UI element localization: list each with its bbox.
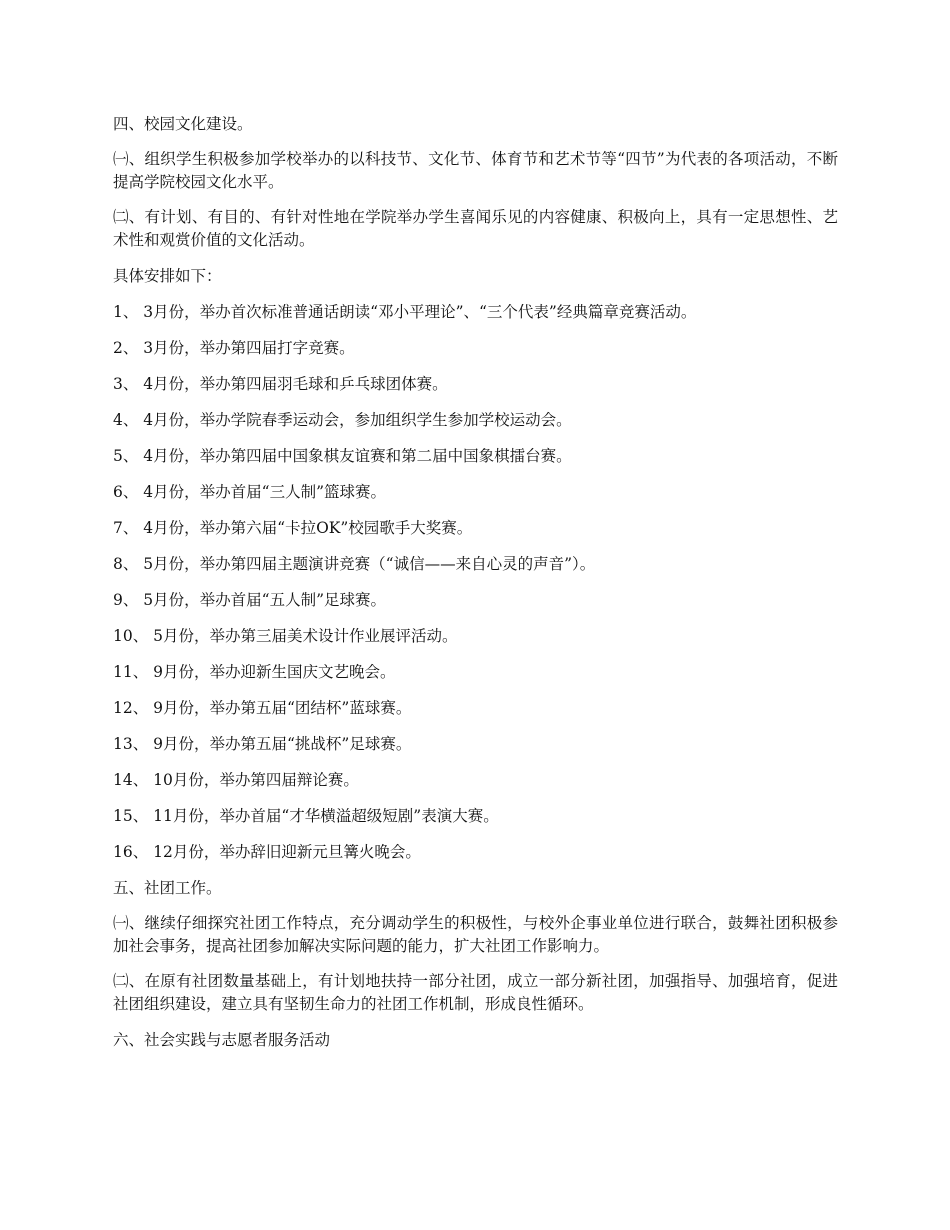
schedule-item: 6、 4月份，举办首届“三人制”篮球赛。	[113, 483, 386, 501]
paragraph-club-item-2: ㈡、在原有社团数量基础上，有计划地扶持一部分社团，成立一部分新社团，加强指导、加强培育，促进社团组织建设，建立具有坚韧生命力的社团工作机制，形成良性循环。	[113, 972, 838, 1013]
schedule-item: 16、 12月份，举办辞旧迎新元旦篝火晚会。	[113, 843, 421, 861]
paragraph-culture-item-2: ㈡、有计划、有目的、有针对性地在学院举办学生喜闻乐见的内容健康、积极向上，具有一定思想性、艺术性和观赏价值的文化活动。	[113, 208, 838, 249]
schedule-item: 5、 4月份，举办第四届中国象棋友谊赛和第二届中国象棋擂台赛。	[113, 447, 572, 465]
schedule-item: 3、 4月份，举办第四届羽毛球和乒乓球团体赛。	[113, 375, 448, 393]
schedule-item: 15、 11月份，举办首届“才华横溢超级短剧”表演大赛。	[113, 807, 499, 825]
schedule-item: 11、 9月份，举办迎新生国庆文艺晚会。	[113, 663, 396, 681]
schedule-intro: 具体安排如下：	[113, 267, 222, 285]
section-heading-clubs: 五、社团工作。	[113, 879, 222, 897]
schedule-item: 14、 10月份，举办第四届辩论赛。	[113, 771, 359, 789]
section-heading-social-practice: 六、社会实践与志愿者服务活动	[113, 1031, 331, 1049]
paragraph-culture-item-1: ㈠、组织学生积极参加学校举办的以科技节、文化节、体育节和艺术节等“四节”为代表的各项活动，不断提高学院校园文化水平。	[113, 150, 838, 191]
schedule-item: 1、 3月份，举办首次标准普通话朗读“邓小平理论”、“三个代表”经典篇章竞赛活动。	[113, 303, 697, 321]
schedule-item: 12、 9月份，举办第五届“团结杯”蓝球赛。	[113, 699, 412, 717]
schedule-item: 7、 4月份，举办第六届“卡拉OK”校园歌手大奖赛。	[113, 519, 473, 537]
schedule-item: 8、 5月份，举办第四届主题演讲竞赛（“诚信——来自心灵的声音”）。	[113, 555, 596, 573]
schedule-item: 13、 9月份，举办第五届“挑战杯”足球赛。	[113, 735, 412, 753]
schedule-item: 2、 3月份，举办第四届打字竞赛。	[113, 339, 355, 357]
schedule-item: 9、 5月份，举办首届“五人制”足球赛。	[113, 591, 386, 609]
paragraph-club-item-1: ㈠、继续仔细探究社团工作特点，充分调动学生的积极性，与校外企事业单位进行联合，鼓舞社团积极参加社会事务，提高社团参加解决实际问题的能力，扩大社团工作影响力。	[113, 914, 838, 955]
document-body	[113, 112, 838, 1064]
schedule-item: 4、 4月份，举办学院春季运动会，参加组织学生参加学校运动会。	[113, 411, 572, 429]
schedule-item: 10、 5月份，举办第三届美术设计作业展评活动。	[113, 627, 458, 645]
section-heading-campus-culture: 四、校园文化建设。	[113, 115, 253, 133]
